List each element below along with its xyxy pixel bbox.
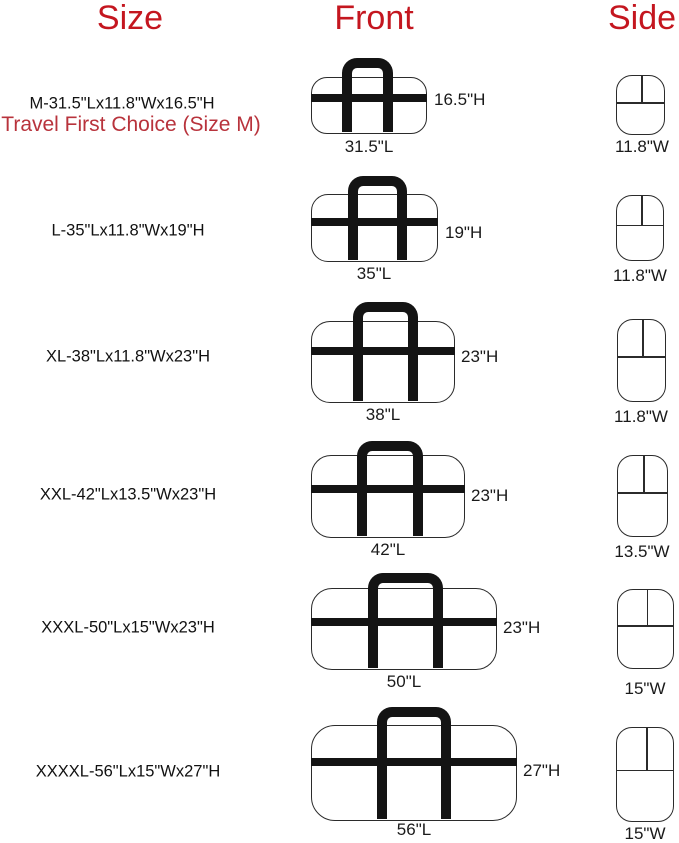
- front-height-label: 27"H: [523, 761, 561, 780]
- side-divider-horizontal: [617, 356, 666, 358]
- size-dimensions-text: L-35"Lx11.8"Wx19"H: [51, 221, 205, 240]
- front-length-label: 35"L: [356, 264, 392, 283]
- side-divider-vertical: [641, 76, 643, 102]
- front-height-label: 23"H: [461, 347, 499, 366]
- front-height-label: 23"H: [471, 486, 509, 505]
- duffel-side-icon: [616, 195, 664, 261]
- side-width-label: 15"W: [624, 824, 666, 843]
- front-length-label: 38"L: [365, 405, 401, 424]
- column-header-front: Front: [334, 0, 414, 37]
- highlight-note-text: Travel First Choice (Size M): [1, 113, 261, 136]
- bag-strap: [311, 485, 465, 493]
- front-length-label: 56"L: [396, 820, 432, 839]
- side-width-label: 11.8"W: [615, 137, 669, 156]
- side-divider-horizontal: [617, 492, 668, 494]
- duffel-side-icon: [617, 589, 674, 669]
- side-divider-horizontal: [616, 225, 664, 227]
- side-width-label: 11.8"W: [614, 407, 668, 426]
- bag-strap: [311, 758, 517, 766]
- side-width-label: 11.8"W: [613, 266, 667, 285]
- duffel-front-icon: [311, 707, 517, 821]
- side-divider-vertical: [646, 728, 648, 770]
- duffel-front-icon: [311, 302, 455, 403]
- size-dimensions-text: M-31.5"Lx11.8"Wx16.5"H: [29, 94, 215, 113]
- side-divider-vertical: [643, 456, 645, 492]
- front-length-label: 42"L: [370, 540, 406, 559]
- front-height-label: 23"H: [503, 618, 541, 637]
- size-dimensions-text: XXXXL-56"Lx15"Wx27"H: [35, 762, 221, 781]
- duffel-front-icon: [311, 573, 497, 670]
- size-dimensions-text: XXL-42"Lx13.5"Wx23"H: [39, 485, 217, 504]
- duffel-front-icon: [311, 58, 427, 134]
- side-width-label: 13.5"W: [614, 542, 670, 561]
- column-header-side: Side: [607, 0, 677, 37]
- bag-strap: [311, 618, 497, 626]
- side-divider-vertical: [642, 320, 644, 356]
- side-divider-horizontal: [617, 625, 674, 627]
- bag-strap: [311, 94, 427, 102]
- side-divider-horizontal: [616, 770, 674, 772]
- duffel-side-icon: [617, 319, 666, 402]
- size-dimensions-text: XXXL-50"Lx15"Wx23"H: [41, 618, 215, 637]
- bag-strap: [311, 218, 438, 226]
- front-height-label: 16.5"H: [434, 90, 486, 109]
- duffel-side-icon: [617, 455, 668, 537]
- front-height-label: 19"H: [445, 223, 483, 242]
- side-divider-horizontal: [616, 102, 665, 104]
- column-header-size: Size: [96, 0, 164, 37]
- side-divider-vertical: [641, 196, 643, 225]
- bag-strap: [311, 347, 455, 355]
- duffel-front-icon: [311, 176, 438, 262]
- duffel-side-icon: [616, 727, 674, 822]
- front-length-label: 50"L: [386, 672, 422, 691]
- side-width-label: 15"W: [624, 679, 666, 698]
- duffel-side-icon: [616, 75, 665, 135]
- duffel-front-icon: [311, 441, 465, 538]
- size-dimensions-text: XL-38"Lx11.8"Wx23"H: [45, 347, 211, 366]
- front-length-label: 31.5"L: [344, 137, 394, 156]
- side-divider-vertical: [647, 590, 649, 625]
